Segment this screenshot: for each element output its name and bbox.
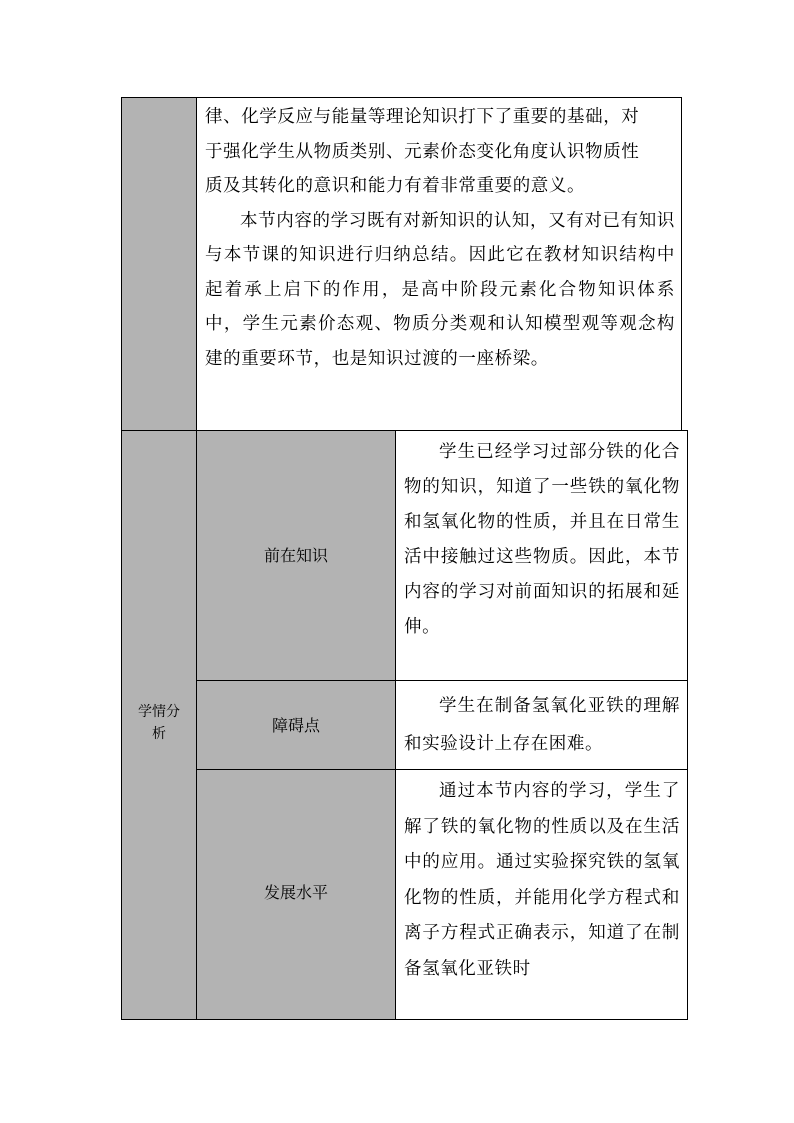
row-content-cell-obstacles — [395, 680, 688, 770]
row-label-cell-prior-knowledge — [196, 430, 396, 681]
row-content-development — [404, 774, 680, 987]
row-content-text-development: 通过本节内容的学习，学生了解了铁的氧化物的性质以及在生活中的应用。通过实验探究铁的氢氧化物的性质，并能用化学方程式和离子方程式正确表示，知道了在制备氢氧化亚铁时 — [404, 781, 680, 979]
section-label-cell — [121, 430, 197, 1020]
row-label-cell-obstacles — [196, 680, 396, 770]
row-content-cell-development — [395, 769, 688, 1020]
row-label-prior-knowledge: 前在知识 — [263, 546, 328, 565]
top-content-line-1: 律、化学反应与能量等理论知识打下了重要的基础，对 — [205, 107, 640, 127]
row-content-cell-prior-knowledge — [395, 430, 688, 681]
top-content-paragraph-2: 本节内容的学习既有对新知识的认知，又有对已有知识与本节课的知识进行归纳总结。因此它在教材知识结构中起着承上启下的作用，是高中阶段元素化合物知识体系中，学生元素价态观、物质分类观和认知模型观等观念构建的重要环节，也是知识过渡的一座桥梁。 — [205, 210, 675, 369]
row-content-text-prior-knowledge: 学生已经学习过部分铁的化合物的知识，知道了一些铁的氧化物和氢氧化物的性质，并且在日常生活中接触过这些物质。因此，本节内容的学习对前面知识的拓展和延伸。 — [404, 442, 680, 637]
row-content-prior-knowledge — [404, 435, 680, 645]
section-label: 学情分析 — [138, 704, 180, 742]
row-content-obstacles — [404, 687, 680, 763]
top-content-line-3: 质及其转化的意识和能力有着非常重要的意义。 — [205, 176, 586, 196]
top-content-text — [205, 100, 675, 376]
row-content-text-obstacles: 学生在制备氢氧化亚铁的理解和实验设计上存在困难。 — [404, 696, 680, 754]
top-content-cell — [196, 97, 682, 431]
row-label-cell-development — [196, 769, 396, 1020]
row-label-obstacles: 障碍点 — [271, 716, 320, 735]
top-left-gray-cell — [121, 97, 197, 431]
top-content-line-2: 于强化学生从物质类别、元素价态变化角度认识物质性 — [205, 141, 640, 162]
row-label-development: 发展水平 — [263, 883, 328, 902]
